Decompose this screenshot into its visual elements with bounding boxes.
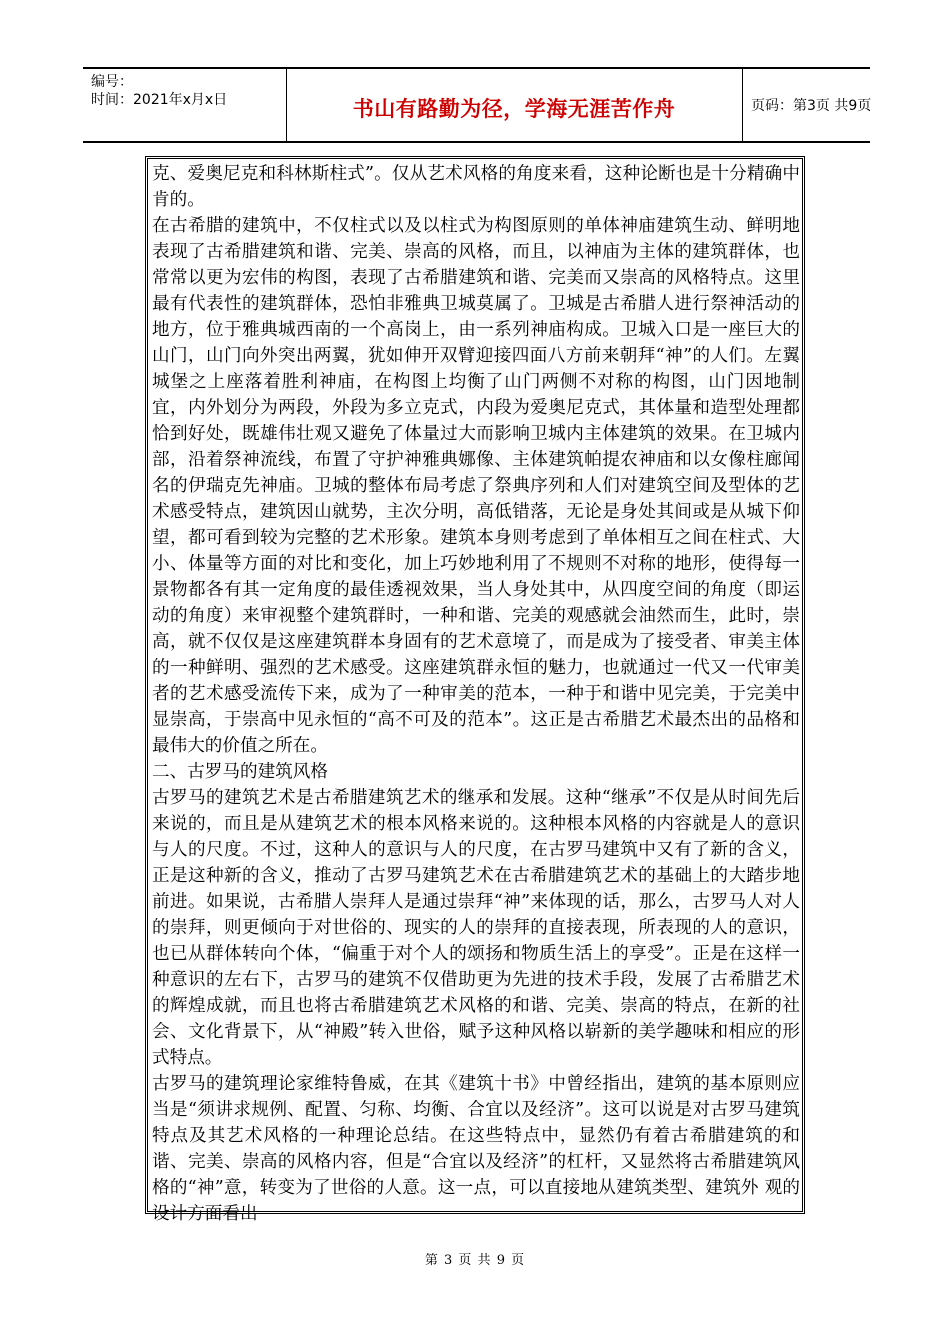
paragraph-4: 古罗马的建筑理论家维特鲁威，在其《建筑十书》中曾经指出，建筑的基本原则应当是“须讲求规例、配置、匀称、均衡、合宜以及经济”。这可以说是对古罗马建筑特点及其艺术风格的一种理论总结。在这些特点中，显然仍有着古希腊建筑的和谐、完美、崇高的风格内容，但是“合宜以及经济”的杠杆，又显然将古希腊建筑风格的“神”意，转变为了世俗的人意。这一点，可以直接地从建筑类型、建筑外 观的设计方面看出 xyxy=(152,1074,800,1224)
page-footer: 第 3 页 共 9 页 xyxy=(424,1253,526,1268)
page-header xyxy=(83,67,870,143)
body-text xyxy=(152,161,800,1227)
serial-label: 编号： xyxy=(91,74,133,90)
paragraph-1: 克、爱奥尼克和科林斯柱式”。仅从艺术风格的角度来看，这种论断也是十分精确中肯的。 xyxy=(152,164,800,210)
motto-text: 书山有路勤为径，学海无涯苦作舟 xyxy=(352,97,676,121)
time-label: 时间：2021年x月x日 xyxy=(91,92,228,108)
header-motto-cell xyxy=(286,69,743,141)
content-frame xyxy=(145,156,805,1224)
paragraph-3: 古罗马的建筑艺术是古希腊建筑艺术的继承和发展。这种“继承”不仅是从时间先后来说的，而且是从建筑艺术的根本风格来说的。这种根本风格的内容就是人的意识与人的尺度。不过，这种人的意识与人的尺度，在古罗马建筑中又有了新的含义，正是这种新的含义，推动了古罗马建筑艺术在古希腊建筑艺术的基础上的大踏步地前进。如果说，古希腊人崇拜人是通过崇拜“神”来体现的话，那么，古罗马人对人的崇拜，则更倾向于对世俗的、现实的人的崇拜的直接表现，所表现的人的意识，也已从群体转向个体，“偏重于对个人的颂扬和物质生活上的享受”。正是在这样一种意识的左右下，古罗马的建筑不仅借助更为先进的技术手段，发展了古希腊艺术的辉煌成就，而且也将古希腊建筑艺术风格的和谐、完美、崇高的特点，在新的社会、文化背景下，从“神殿”转入世俗，赋予这种风格以崭新的美学趣味和相应的形式特点。 xyxy=(152,788,800,1068)
section-title: 二、古罗马的建筑风格 xyxy=(152,762,328,782)
page-info: 页码：第3页 共9页 xyxy=(751,98,872,114)
header-meta-cell xyxy=(83,69,287,141)
header-page-cell xyxy=(742,69,870,141)
paragraph-2: 在古希腊的建筑中，不仅柱式以及以柱式为构图原则的单体神庙建筑生动、鲜明地表现了古希腊建筑和谐、完美、崇高的风格，而且，以神庙为主体的建筑群体，也常常以更为宏伟的构图，表现了古希腊建筑和谐、完美而又崇高的风格特点。这里最有代表性的建筑群体，恐怕非雅典卫城莫属了。卫城是古希腊人进行祭神活动的地方，位于雅典城西南的一个高岗上，由一系列神庙构成。卫城入口是一座巨大的山门，山门向外突出两翼，犹如伸开双臂迎接四面八方前来朝拜“神”的人们。左翼城堡之上座落着胜利神庙，在构图上均衡了山门两侧不对称的构图，山门因地制宜，内外划分为两段，外段为多立克式，内段为爱奥尼克式，其体量和造型处理都恰到好处，既雄伟壮观又避免了体量过大而影响卫城内主体建筑的效果。在卫城内部，沿着祭神流线，布置了守护神雅典娜像、主体建筑帕提农神庙和以女像柱廊闻名的伊瑞克先神庙。卫城的整体布局考虑了祭典序列和人们对建筑空间及型体的艺 术感受特点，建筑因山就势，主次分明，高低错落，无论是身处其间或是从城下仰望，都可看到较为完整的艺术形象。建筑本身则考虑到了单体相互之间在柱式、大小、体量等方面的对比和变化，加上巧妙地利用了不规则不对称的地形，使得每一景物都各有其一定角度的最佳透视效果，当人身处其中，从四度空间的角度（即运动的角度）来审视整个建筑群时，一种和谐、完美的观感就会油然而生，此时，崇高，就不仅仅是这座建筑群本身固有的艺术意境了，而是成为了接受者、审美主体的一种鲜明、强烈的艺术感受。这座建筑群永恒的魅力，也就通过一代又一代审美者的艺术感受流传下来，成为了一种审美的范本，一种于和谐中见完美，于完美中显崇高，于崇高中见永恒的“高不可及的范本”。这正是古希腊艺术最杰出的品格和最伟大的价值之所在。 xyxy=(152,216,800,756)
